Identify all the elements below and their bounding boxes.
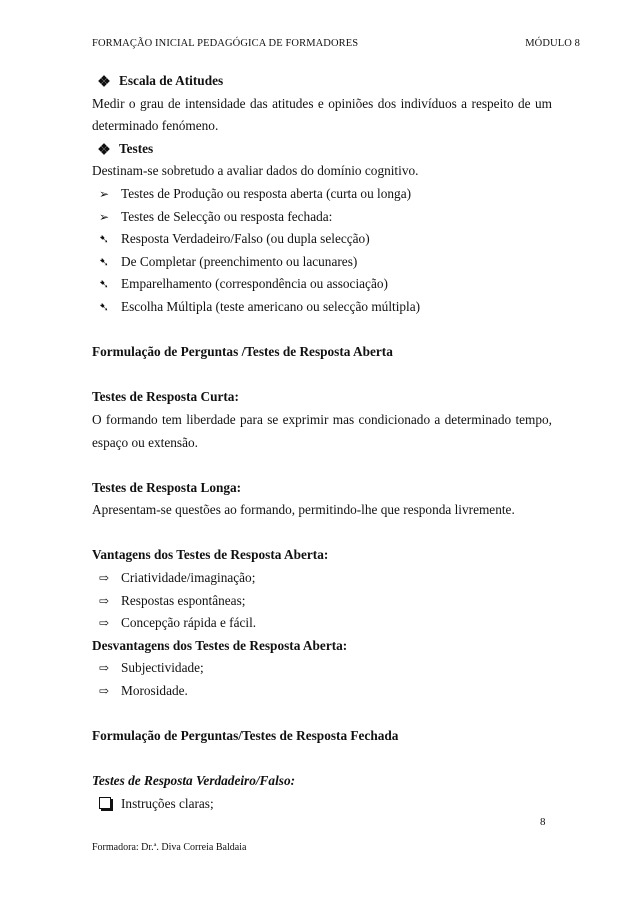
curta-description-line-2: espaço ou extensão. [92, 434, 198, 450]
outline-arrow-bullet-icon: ⇨ [99, 661, 110, 676]
section-testes-heading: Testes [92, 138, 552, 161]
arrow-bullet-icon: ➢ [99, 209, 110, 224]
heading-formulacao-aberta: Formulação de Perguntas /Testes de Resposta Aberta [92, 344, 393, 360]
escala-description-line-2: determinado fenómeno. [92, 118, 219, 134]
list-item-selection-type: ➷ Escolha Múltipla (teste americano ou selecção múltipla) [92, 296, 552, 319]
list-item-vantagem: ⇨ Criatividade/imaginação; [92, 567, 552, 590]
section-escala-heading: Escala de Atitudes [92, 70, 552, 93]
heading-verdadeiro-falso: Testes de Resposta Verdadeiro/Falso: [92, 773, 296, 789]
running-header-title: FORMAÇÃO INICIAL PEDAGÓGICA DE FORMADORES [92, 38, 359, 49]
curta-description-line-1: O formando tem liberdade para se exprimir mas condicionado a determinado tempo, [92, 411, 552, 427]
heading-vantagens: Vantagens dos Testes de Resposta Aberta: [92, 547, 329, 563]
heading-formulacao-fechada: Formulação de Perguntas/Testes de Resposta Fechada [92, 728, 399, 744]
heading-desvantagens: Desvantagens dos Testes de Resposta Aberta: [92, 637, 348, 653]
heading-resposta-longa: Testes de Resposta Longa: [92, 479, 242, 495]
outline-arrow-bullet-icon: ⇨ [99, 684, 110, 699]
list-item-test-type: ➢ Testes de Selecção ou resposta fechada: [92, 206, 552, 229]
hooked-arrow-bullet-icon: ➷ [99, 299, 110, 314]
page-number: 8 [540, 816, 546, 828]
list-item-vantagem: ⇨ Concepção rápida e fácil. [92, 612, 552, 635]
outline-arrow-bullet-icon: ⇨ [99, 593, 110, 608]
list-item-desvantagem: ⇨ Subjectividade; [92, 657, 552, 680]
outline-arrow-bullet-icon: ⇨ [99, 616, 110, 631]
escala-description-line-1: Medir o grau de intensidade das atitudes e opiniões dos indivíduos a respeito de um [92, 95, 552, 111]
list-item-vantagem: ⇨ Respostas espontâneas; [92, 590, 552, 613]
hooked-arrow-bullet-icon: ➷ [99, 254, 110, 269]
list-item-selection-type: ➷ Resposta Verdadeiro/Falso (ou dupla selecção) [92, 228, 552, 251]
heading-resposta-curta: Testes de Resposta Curta: [92, 389, 239, 405]
outline-arrow-bullet-icon: ⇨ [99, 571, 110, 586]
hooked-arrow-bullet-icon: ➷ [99, 277, 110, 292]
checkbox-bullet-icon [99, 797, 111, 809]
list-item-selection-type: ➷ De Completar (preenchimento ou lacunares) [92, 251, 552, 274]
list-item-selection-type: ➷ Emparelhamento (correspondência ou associação) [92, 273, 552, 296]
list-item-vf: Instruções claras; [92, 793, 552, 816]
document-body [92, 70, 552, 816]
longa-description: Apresentam-se questões ao formando, permitindo-lhe que responda livremente. [92, 502, 515, 518]
list-item-desvantagem: ⇨ Morosidade. [92, 680, 552, 703]
diamond-bullet-icon [99, 144, 109, 154]
page-footer: Formadora: Dr.ª. Diva Correia Baldaia [92, 842, 247, 853]
testes-description: Destinam-se sobretudo a avaliar dados do domínio cognitivo. [92, 163, 419, 179]
diamond-bullet-icon [99, 76, 109, 86]
list-item-test-type: ➢ Testes de Produção ou resposta aberta (curta ou longa) [92, 183, 552, 206]
running-header-module: MÓDULO 8 [525, 38, 580, 49]
arrow-bullet-icon: ➢ [99, 186, 110, 201]
hooked-arrow-bullet-icon: ➷ [99, 232, 110, 247]
